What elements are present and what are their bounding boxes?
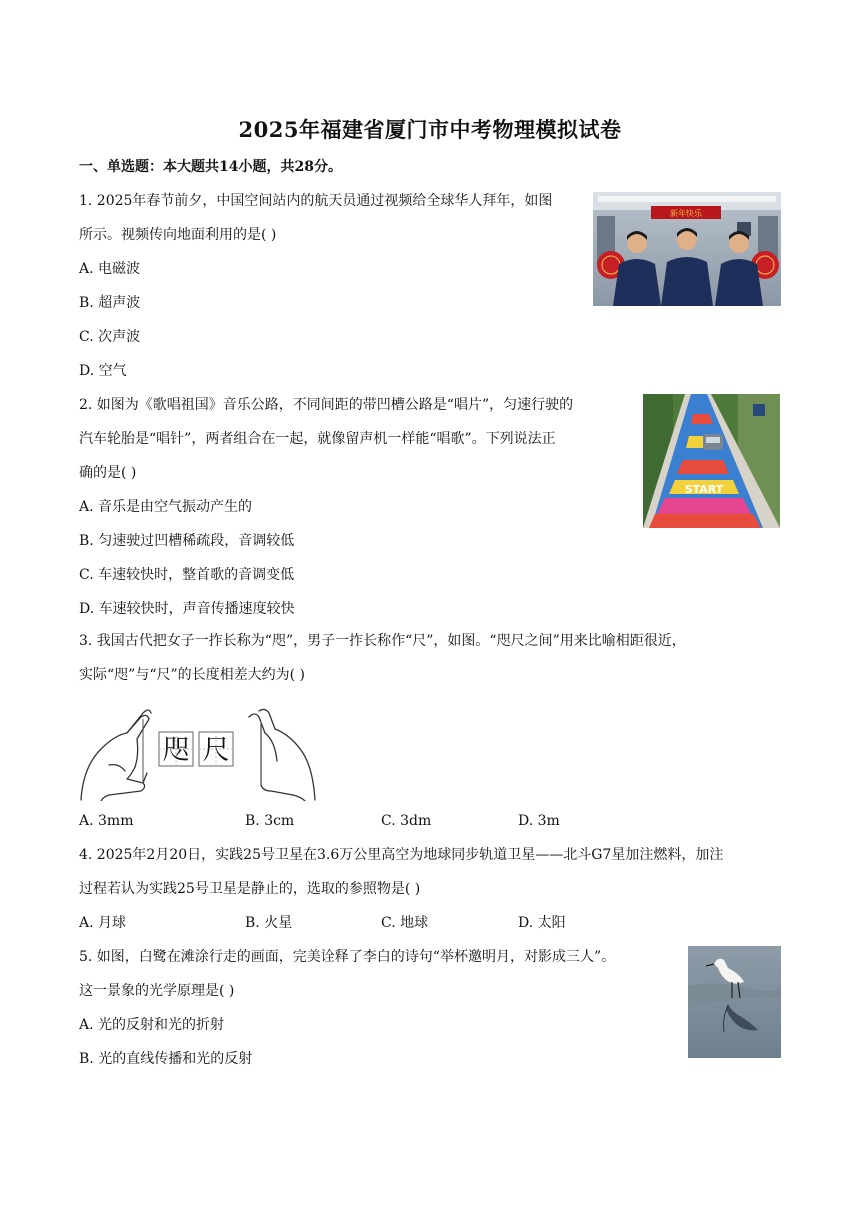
q5-stem-line-2: 这一景象的光学原理是( ) [79,983,235,999]
q2-option-c: C. 车速较快时，整首歌的音调变低 [79,567,295,583]
q3-option-d: D. 3m [518,813,560,829]
q5-stem-line-1: 5. 如图，白鹭在滩涂行走的画面，完美诠释了李白的诗句“举杯邀明月，对影成三人”。 [79,949,616,965]
q1-option-b: B. 超声波 [79,295,141,311]
q4-option-a: A. 月球 [79,915,127,931]
q3-option-a: A. 3mm [79,813,134,829]
q4-option-b: B. 火星 [245,915,293,931]
q1-stem-line-2: 所示。视频传向地面利用的是( ) [79,227,277,243]
q2-road-start-text: START [684,483,724,496]
q2-option-b: B. 匀速驶过凹槽稀疏段，音调较低 [79,533,295,549]
q3-stem-line-2: 实际“咫”与“尺”的长度相差大约为( ) [79,667,306,683]
q3-options-row [79,811,779,831]
q2-option-a: A. 音乐是由空气振动产生的 [79,499,253,515]
q2-music-road-photo [643,394,780,528]
q4-stem-line-2: 过程若认为实践25号卫星是静止的，选取的参照物是( ) [79,881,421,897]
q4-stem-line-1: 4. 2025年2月20日，实践25号卫星在3.6万公里高空为地球同步轨道卫星——北斗G7星加注燃料，加注 [79,847,724,863]
q3-glyph-zhi: 咫 [162,735,190,766]
q3-glyph-chi: 尺 [202,735,230,766]
q4-option-c: C. 地球 [381,915,429,931]
q2-stem-line-3: 确的是( ) [79,465,137,481]
q5-option-b: B. 光的直线传播和光的反射 [79,1051,253,1067]
q3-hand-span-diagram [79,705,339,801]
q1-astronaut-photo [593,192,781,306]
q2-stem-line-2: 汽车轮胎是“唱针”，两者组合在一起，就像留声机一样能“唱歌”。下列说法正 [79,431,556,447]
q3-option-c: C. 3dm [381,813,432,829]
exam-title: 2025年福建省厦门市中考物理模拟试卷 [238,117,622,142]
q1-banner-text: 新年快乐 [670,209,702,218]
q5-option-a: A. 光的反射和光的折射 [79,1017,225,1033]
q1-option-d: D. 空气 [79,363,127,379]
section-heading: 一、单选题：本大题共14小题，共28分。 [79,159,342,175]
q2-stem-line-1: 2. 如图为《歌唱祖国》音乐公路，不同间距的带凹槽公路是“唱片”，匀速行驶的 [79,397,574,413]
q1-option-c: C. 次声波 [79,329,141,345]
q2-option-d: D. 车速较快时，声音传播速度较快 [79,601,295,617]
q3-stem-line-1: 3. 我国古代把女子一拃长称为“咫”，男子一拃长称作“尺”，如图。“咫尺之间”用来比喻相距很近， [79,633,686,649]
q4-option-d: D. 太阳 [518,915,566,931]
q1-stem-line-1: 1. 2025年春节前夕，中国空间站内的航天员通过视频给全球华人拜年，如图 [79,193,553,209]
q1-option-a: A. 电磁波 [79,261,141,277]
q4-options-row [79,913,779,933]
q3-option-b: B. 3cm [245,813,295,829]
q5-egret-photo [688,946,781,1058]
